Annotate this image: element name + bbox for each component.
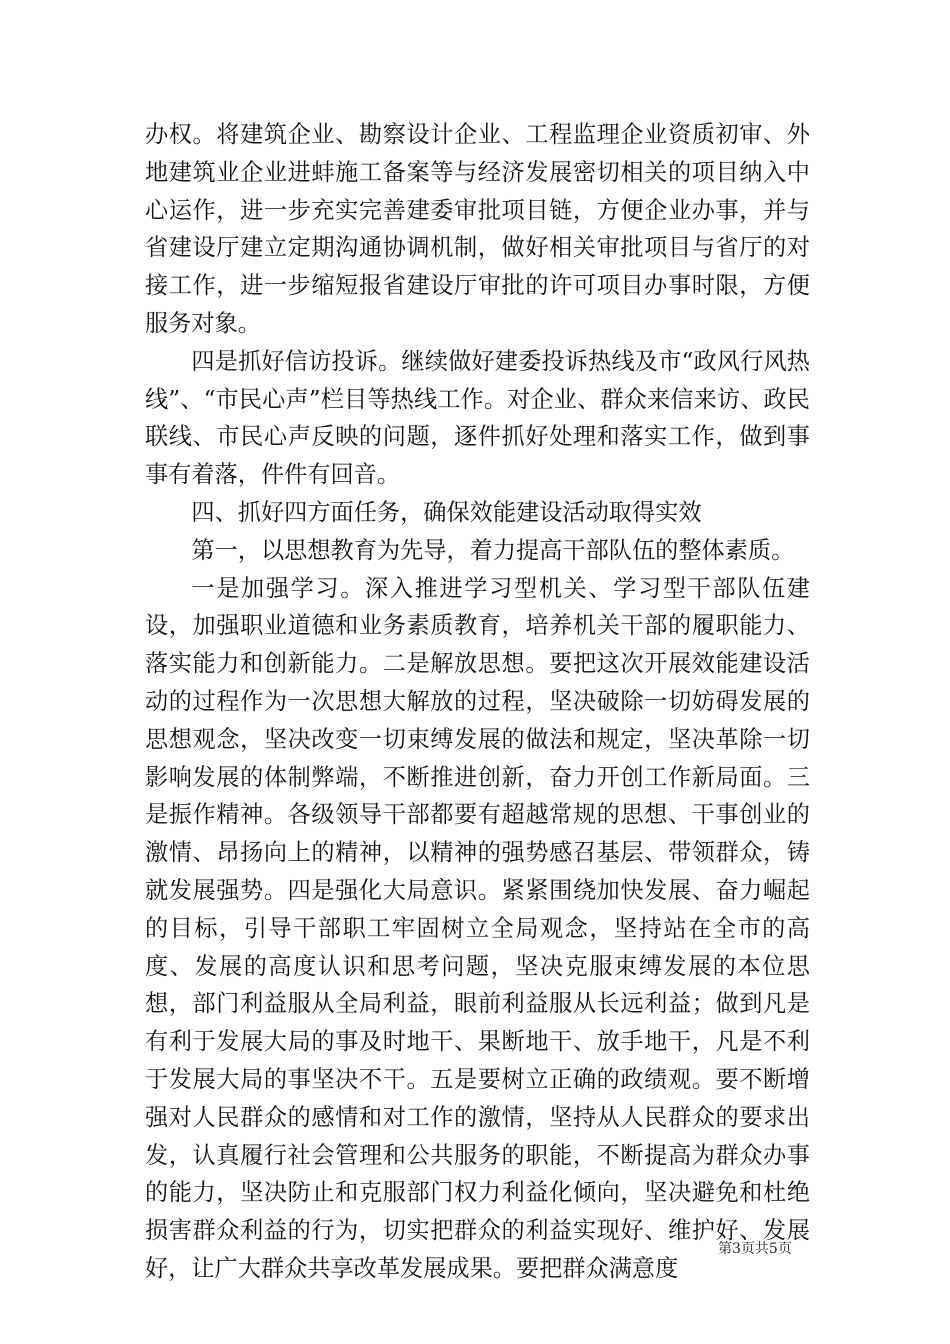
- subheading-ideological-education: 第一，以思想教育为先导，着力提高干部队伍的整体素质。: [191, 536, 795, 564]
- paragraph-petition-complaints: 四是抓好信访投诉。继续做好建委投诉热线及市“政风行风热线”、“市民心声”栏目等热线工作。对企业、群众来信来访、政民联线、市民心声反映的问题，逐件抓好处理和落实工作，做到事事有着落，件件有回音。: [145, 347, 810, 489]
- body-text: [145, 116, 810, 1288]
- page-number-footer: 第3页共5页: [718, 1241, 792, 1257]
- paragraph-approval-authority: 办权。将建筑企业、勘察设计企业、工程监理企业资质初审、外地建筑业企业进蚌施工备案等与经济发展密切相关的项目纳入中心运作，进一步充实完善建委审批项目链，方便企业办事，并与省建设厅建立定期沟通协调机制，做好相关审批项目与省厅的对接工作，进一步缩短报省建设厅审批的许可项目办事时限，方便服务对象。: [145, 121, 810, 337]
- section-heading-four-tasks: 四、抓好四方面任务，确保效能建设活动取得实效: [191, 498, 702, 526]
- paragraph-strengthen-learning: 一是加强学习。深入推进学习型机关、学习型干部队伍建设，加强职业道德和业务素质教育，培养机关干部的履职能力、落实能力和创新能力。二是解放思想。要把这次开展效能建设活动的过程作为一次思想大解放的过程，坚决破除一切妨碍发展的思想观念，坚决改变一切束缚发展的做法和规定，坚决革除一切影响发展的体制弊端，不断推进创新，奋力开创工作新局面。三是振作精神。各级领导干部都要有超越常规的思想、干事创业的激情、昂扬向上的精神，以精神的强势感召基层、带领群众，铸就发展强势。四是强化大局意识。紧紧围绕加快发展、奋力崛起的目标，引导干部职工牢固树立全局观念，坚持站在全市的高度、发展的高度认识和思考问题，坚决克服束缚发展的本位思想，部门利益服从全局利益，眼前利益服从长远利益；做到凡是有利于发展大局的事及时地干、果断地干、放手地干，凡是不利于发展大局的事坚决不干。五是要树立正确的政绩观。要不断增强对人民群众的感情和对工作的激情，坚持从人民群众的要求出发，认真履行社会管理和公共服务的职能，不断提高为群众办事的能力，坚决防止和克服部门权力利益化倾向，坚决避免和杜绝损害群众利益的行为，切实把群众的利益实现好、维护好、发展好，让广大群众共享改革发展成果。要把群众满意度: [145, 574, 810, 1282]
